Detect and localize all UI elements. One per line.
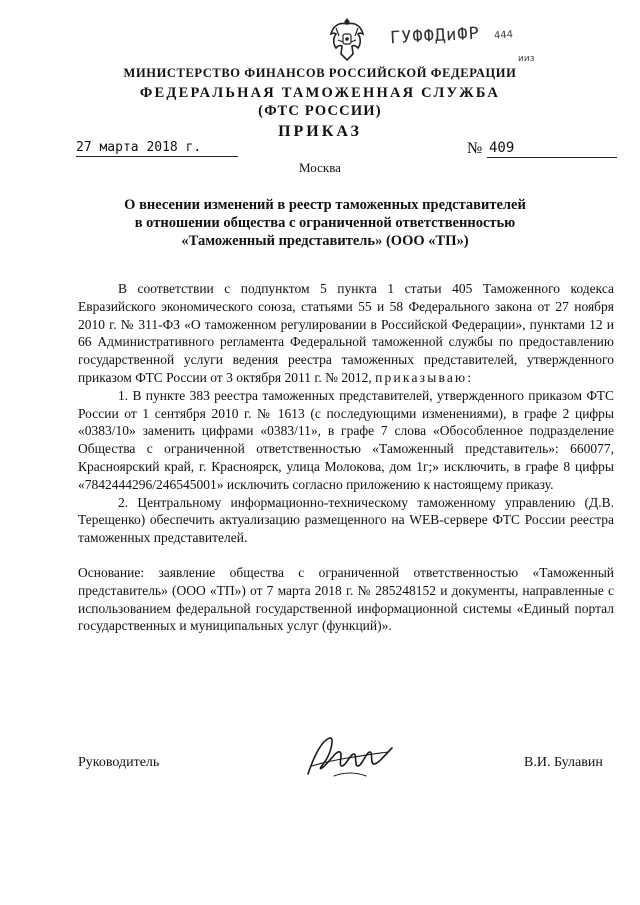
signer-position: Руководитель	[78, 755, 160, 770]
number-sign: №	[467, 140, 483, 157]
service-name: ФЕДЕРАЛЬНАЯ ТАМОЖЕННАЯ СЛУЖБА	[139, 85, 501, 101]
handwritten-initials: ииз	[518, 54, 535, 64]
coat-of-arms-icon	[327, 14, 367, 64]
order-item-1: 1. В пункте 383 реестра таможенных представителей, утвержденного приказом ФТС России от 1 сентября 2010 г. № 1613 (с последующими изменениями), в графе 2 цифры «0383/10» заменить цифрами «0383/11», в графе 7 слова «Обособленное подразделение Общества с ограниченной ответственностью «Таможенный представитель»: 660077, Красноярский край, г. Красноярск, улица Молокова, дом 1г;» исключить, в графе 8 цифры «7842444296/246545001» исключить согласно приложению к настоящему приказу.	[78, 387, 614, 492]
issue-city: Москва	[299, 160, 341, 175]
order-body	[78, 280, 614, 635]
order-number: 409	[487, 140, 617, 158]
order-title-line: О внесении изменений в реестр таможенных представителей	[124, 197, 526, 213]
handwritten-registration-note: ГУФФДиФР	[389, 23, 481, 49]
order-title	[100, 196, 550, 250]
order-title-line: «Таможенный представитель» (ООО «ТП»)	[181, 233, 469, 249]
service-abbreviation: (ФТС РОССИИ)	[258, 103, 382, 119]
order-item-2: 2. Центральному информационно-техническому таможенному управлению (Д.В. Терещенко) обеспечить актуализацию размещенного на WEB-сервере ФТС России реестра таможенных представителей.	[78, 494, 614, 546]
order-title-line: в отношении общества с ограниченной ответственностью	[134, 215, 516, 231]
ministry-name: МИНИСТЕРСТВО ФИНАНСОВ РОССИЙСКОЙ ФЕДЕРАЦИИ	[123, 66, 517, 80]
preamble-text: В соответствии с подпунктом 5 пункта 1 статьи 405 Таможенного кодекса Евразийского экономического союза, статьями 55 и 58 Федерального закона от 27 ноября 2010 г. № 311-ФЗ «О таможенном регулировании в Российской Федерации», пунктами 12 и 66 Административного регламента Федеральной таможенной службы по предоставлению государственной услуги ведения реестра таможенных представителей, утвержденного приказом ФТС России от 3 октября 2011 г. № 2012,	[78, 281, 614, 385]
preamble-paragraph	[78, 280, 614, 387]
handwritten-signature-icon	[300, 726, 400, 786]
order-date: 27 марта 2018 г.	[76, 140, 238, 157]
basis-paragraph: Основание: заявление общества с ограниченной ответственностью «Таможенный представитель» (ООО «ТП») от 7 марта 2018 г. № 285248152 и документы, направленные с использованием федеральной государственной информационной системы «Единый портал государственных и муниципальных услуг (функций)».	[78, 564, 614, 634]
document-type: ПРИКАЗ	[278, 123, 362, 140]
order-word: приказываю:	[375, 369, 474, 385]
handwritten-number: 444	[493, 29, 514, 42]
signer-name: В.И. Булавин	[524, 755, 603, 770]
